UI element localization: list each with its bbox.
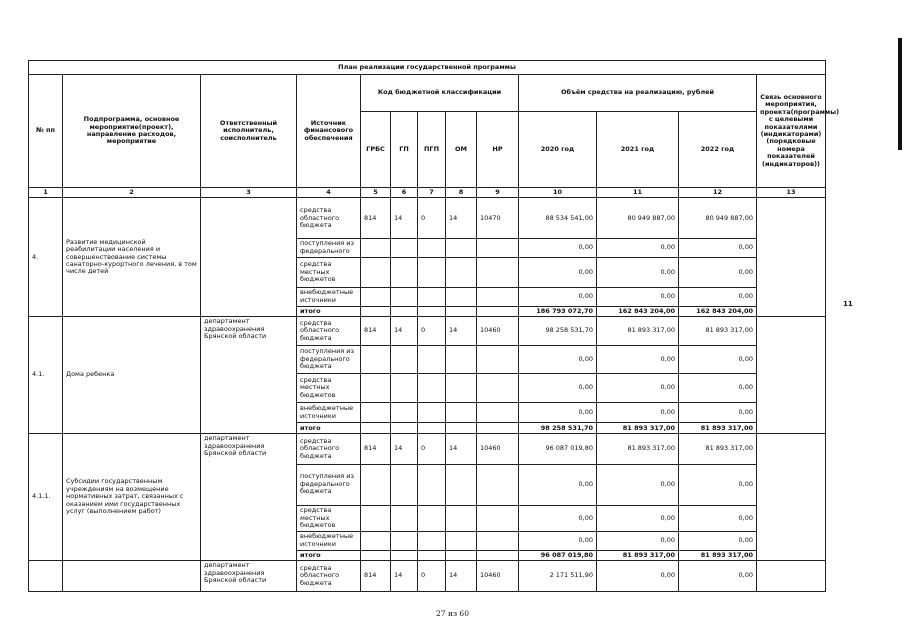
header-executor: Ответственный исполнитель, соисполнитель [201, 75, 297, 187]
source-federal: поступления из федерального [297, 239, 361, 257]
col-number: 4 [297, 187, 361, 198]
code-om: 14 [446, 561, 477, 592]
total-2022: 81 893 317,00 [679, 550, 757, 561]
col-number: 2 [63, 187, 201, 198]
value-2022: 80 949 887,00 [679, 198, 757, 239]
code-om: 14 [446, 198, 477, 239]
value-2021: 0,00 [597, 288, 679, 306]
total-2022: 81 893 317,00 [679, 423, 757, 434]
code-pgp: 0 [418, 434, 446, 465]
code-grbs: 814 [361, 434, 391, 465]
header-budget-code: Код бюджетной классификации [361, 75, 519, 112]
col-number: 13 [757, 187, 826, 198]
value-2022: 0,00 [679, 532, 757, 550]
value-2022: 81 893 317,00 [679, 317, 757, 346]
source-extra: внебюджетные источники [297, 532, 361, 550]
value-2021: 0,00 [597, 505, 679, 532]
value-2021: 0,00 [597, 257, 679, 288]
value-2022: 0,00 [679, 288, 757, 306]
header-om: ОМ [446, 112, 477, 188]
table-row [29, 198, 826, 239]
code-gp: 14 [391, 434, 418, 465]
code-pgp: 0 [418, 317, 446, 346]
value-2022: 0,00 [679, 239, 757, 257]
value-2022: 0,00 [679, 374, 757, 403]
source-regional: средства областного бюджета [297, 198, 361, 239]
code-pgp: 0 [418, 198, 446, 239]
col-number: 11 [597, 187, 679, 198]
source-local: средства местных бюджетов [297, 505, 361, 532]
code-grbs: 814 [361, 198, 391, 239]
col-number: 1 [29, 187, 63, 198]
code-gp: 14 [391, 561, 418, 592]
col-number: 8 [446, 187, 477, 198]
row-title: Дома ребенка [63, 317, 201, 434]
indicator-link [757, 198, 826, 317]
value-2021: 0,00 [597, 464, 679, 505]
table-row [29, 561, 826, 592]
col-number: 12 [679, 187, 757, 198]
source-regional: средства областного бюджета [297, 561, 361, 592]
row-num [29, 561, 63, 592]
total-label: итого [297, 423, 361, 434]
value-2020: 0,00 [519, 532, 597, 550]
value-2020: 0,00 [519, 374, 597, 403]
value-2021: 0,00 [597, 561, 679, 592]
value-2021: 80 949 887,00 [597, 198, 679, 239]
header-2022: 2022 год [679, 112, 757, 188]
program-plan-table [28, 60, 840, 592]
header-program: Подпрограмма, основное мероприятие(проект), направление расходов, мероприятие [63, 75, 201, 187]
col-number: 9 [477, 187, 519, 198]
value-2022: 0,00 [679, 464, 757, 505]
table-row [29, 434, 826, 465]
value-2021: 0,00 [597, 402, 679, 422]
source-extra: внебюджетные источники [297, 288, 361, 306]
row-num: 4.1. [29, 317, 63, 434]
col-number: 3 [201, 187, 297, 198]
total-2022: 162 843 204,00 [679, 306, 757, 317]
value-2020: 0,00 [519, 257, 597, 288]
indicator-number: 11 [843, 300, 853, 308]
source-extra: внебюджетные источники [297, 402, 361, 422]
source-local: средства местных бюджетов [297, 257, 361, 288]
header-source: Источник финансового обеспечения [297, 75, 361, 187]
header-num: № пп [29, 75, 63, 187]
total-2021: 81 893 317,00 [597, 550, 679, 561]
page-number: 27 из 60 [436, 609, 469, 618]
source-local: средства местных бюджетов [297, 374, 361, 403]
value-2021: 81 893 317,00 [597, 317, 679, 346]
source-regional: средства областного бюджета [297, 434, 361, 465]
total-2020: 186 793 072,70 [519, 306, 597, 317]
code-gp: 14 [391, 198, 418, 239]
value-2020: 88 534 541,00 [519, 198, 597, 239]
code-np: 10470 [477, 198, 519, 239]
scan-edge-bar [898, 38, 902, 150]
header-indicator-link: Связь основного мероприятия, проекта(программы) с целевыми показателями (индикаторами) (порядковые номера показателей (индикаторов)) [757, 75, 826, 187]
source-federal: поступления из федерального бюджета [297, 345, 361, 374]
value-2022: 0,00 [679, 345, 757, 374]
col-number: 6 [391, 187, 418, 198]
code-np: 10460 [477, 561, 519, 592]
row-num: 4. [29, 198, 63, 317]
source-regional: средства областного бюджета [297, 317, 361, 346]
source-federal: поступления из федерального бюджета [297, 464, 361, 505]
row-executor: департамент здравоохранения Брянской области [201, 434, 297, 561]
value-2021: 81 893 317,00 [597, 434, 679, 465]
row-executor: департамент здравоохранения Брянской области [201, 561, 297, 592]
value-2021: 0,00 [597, 345, 679, 374]
col-number: 5 [361, 187, 391, 198]
table-title: План реализации государственной программы [29, 61, 826, 75]
value-2020: 0,00 [519, 288, 597, 306]
value-2021: 0,00 [597, 374, 679, 403]
value-2022: 0,00 [679, 561, 757, 592]
total-2021: 81 893 317,00 [597, 423, 679, 434]
code-np: 10460 [477, 434, 519, 465]
total-label: итого [297, 550, 361, 561]
header-gp: ГП [391, 112, 418, 188]
code-np: 10460 [477, 317, 519, 346]
value-2020: 0,00 [519, 464, 597, 505]
code-gp: 14 [391, 317, 418, 346]
col-number: 7 [418, 187, 446, 198]
indicator-link [757, 317, 826, 434]
header-pgp: ПГП [418, 112, 446, 188]
header-2020: 2020 год [519, 112, 597, 188]
value-2020: 2 171 511,90 [519, 561, 597, 592]
value-2020: 0,00 [519, 402, 597, 422]
row-title: Субсидии государственным учреждениям на возмещение нормативных затрат, связанных с оказанием ими государственных услуг (выполнением работ) [63, 434, 201, 561]
value-2022: 0,00 [679, 257, 757, 288]
code-grbs: 814 [361, 317, 391, 346]
value-2022: 0,00 [679, 402, 757, 422]
row-title: Развитие медицинской реабилитации населения и совершенствование системы санаторно-курортного лечения, в том числе детей [63, 198, 201, 317]
table-row [29, 317, 826, 346]
indicator-link [757, 434, 826, 561]
code-pgp: 0 [418, 561, 446, 592]
total-2020: 98 258 531,70 [519, 423, 597, 434]
value-2022: 0,00 [679, 505, 757, 532]
total-2021: 162 843 204,00 [597, 306, 679, 317]
value-2022: 81 893 317,00 [679, 434, 757, 465]
value-2020: 0,00 [519, 345, 597, 374]
value-2020: 0,00 [519, 239, 597, 257]
total-2020: 96 087 019,80 [519, 550, 597, 561]
row-num: 4.1.1. [29, 434, 63, 561]
value-2020: 96 087 019,80 [519, 434, 597, 465]
header-grbs: ГРБС [361, 112, 391, 188]
header-np: НР [477, 112, 519, 188]
header-2021: 2021 год [597, 112, 679, 188]
code-grbs: 814 [361, 561, 391, 592]
header-funds: Объём средства на реализацию, рублей [519, 75, 757, 112]
col-number: 10 [519, 187, 597, 198]
value-2021: 0,00 [597, 532, 679, 550]
row-title [63, 561, 201, 592]
value-2020: 0,00 [519, 505, 597, 532]
total-label: итого [297, 306, 361, 317]
row-executor: департамент здравоохранения Брянской области [201, 317, 297, 434]
indicator-link [757, 561, 826, 592]
code-om: 14 [446, 317, 477, 346]
value-2021: 0,00 [597, 239, 679, 257]
row-executor [201, 198, 297, 317]
code-om: 14 [446, 434, 477, 465]
value-2020: 98 258 531,70 [519, 317, 597, 346]
